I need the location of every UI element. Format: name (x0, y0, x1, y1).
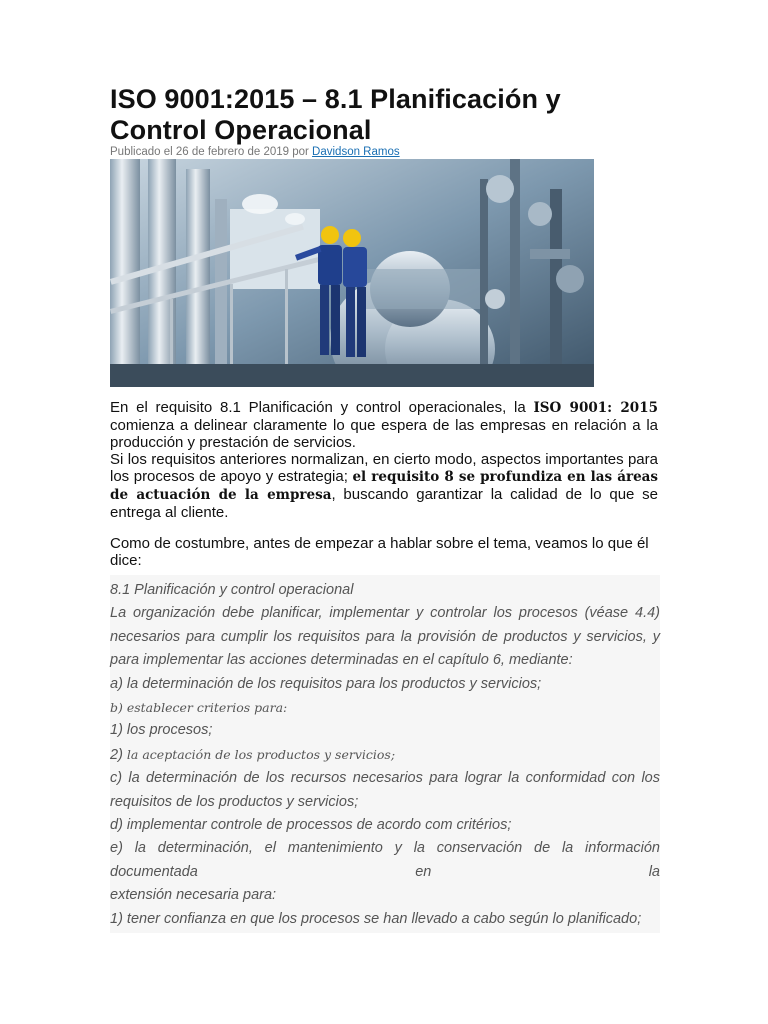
p2-text-a: Si los requisitos anteriores normalizan, en cierto modo, aspectos importantes para los procesos de apoyo y estrategia; (110, 451, 658, 485)
quote-item-b: b) establecer criterios para: (110, 700, 288, 716)
intro-paragraphs (110, 399, 658, 521)
paragraph-1 (110, 399, 658, 451)
quote-item-e: e) la determinación, el mantenimiento y la conservación de la información documentada en la (110, 840, 660, 880)
quote-item-d: d) implementar controle de processos de acordo com critérios; (110, 817, 512, 834)
article (110, 84, 658, 933)
paragraph-2 (110, 451, 658, 521)
quote-item-b1: 1) los procesos; (110, 722, 213, 739)
quote-item-a: a) la determinación de los requisitos para los productos y servicios; (110, 675, 542, 692)
quote-item-e-cont: extensión necesaria para: (110, 887, 277, 904)
quote-item-b2-prefix: 2) (110, 746, 127, 763)
p2-text-b: , buscando garantizar la calidad de lo que se entrega al cliente. (110, 486, 658, 521)
quote-item-c: c) la determinación de los recursos necesarios para lograr la conformidad con los requisitos de los productos y servicios; (110, 770, 660, 810)
paragraph-3: Como de costumbre, antes de empezar a hablar sobre el tema, veamos lo que él dice: (110, 535, 649, 569)
publish-date: Publicado el 26 de febrero de 2019 por (110, 146, 313, 158)
p2-bold: el requisito 8 se profundiza en las áreas de actuación de la empresa (110, 469, 659, 503)
quote-line-1: La organización debe planificar, implementar y controlar los procesos (véase 4.4) necesarios para cumplir los requisitos para la provisión de productos y servicios, y para implementar las acciones determinadas en el capítulo 6, mediante: (110, 605, 660, 669)
iso-quote-block (110, 575, 660, 933)
industrial-plant-photo (110, 159, 594, 387)
p1-bold: ISO 9001: 2015 (533, 400, 658, 416)
quote-item-b2 (110, 743, 660, 767)
article-meta (110, 146, 658, 159)
p1-text-b: comienza a delinear claramente lo que espera de las empresas en relación a la producción y prestación de servicios. (110, 417, 658, 451)
quote-item-e1: 1) tener confianza en que los procesos se han llevado a cabo según lo planificado; (110, 910, 642, 927)
p1-text-a: En el requisito 8.1 Planificación y control operacionales, la (110, 399, 534, 416)
quote-heading: 8.1 Planificación y control operacional (110, 582, 354, 598)
quote-item-b2-text: la aceptación de los productos y servicios; (126, 746, 396, 762)
author-link[interactable]: Davidson Ramos (312, 146, 400, 158)
article-title: ISO 9001:2015 – 8.1 Planificación y Control Operacional (110, 84, 561, 145)
